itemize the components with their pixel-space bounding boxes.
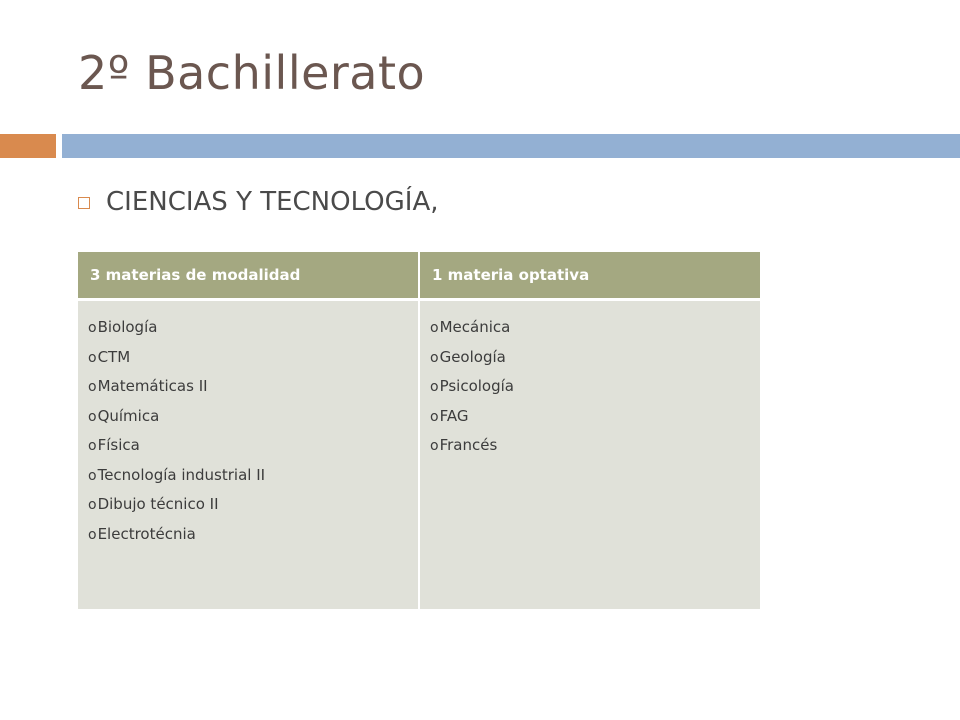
circle-bullet-icon: o	[430, 379, 439, 395]
header-optativa: 1 materia optativa	[419, 252, 760, 300]
list-item	[430, 431, 760, 461]
list-item	[430, 343, 760, 373]
subject-label: Matemáticas II	[97, 377, 208, 395]
circle-bullet-icon: o	[88, 497, 97, 513]
circle-bullet-icon: o	[88, 320, 97, 336]
subject-label: Mecánica	[439, 318, 511, 336]
list-item	[88, 520, 418, 550]
modalidad-list	[88, 313, 418, 549]
circle-bullet-icon: o	[88, 379, 97, 395]
optativa-cell	[419, 300, 760, 610]
subject-label: Dibujo técnico II	[97, 495, 219, 513]
header-modalidad: 3 materias de modalidad	[78, 252, 419, 300]
optativa-list	[430, 313, 760, 461]
accent-bar-orange	[0, 134, 56, 158]
table-header-row	[78, 252, 760, 300]
square-bullet-icon	[78, 197, 90, 209]
list-item	[88, 313, 418, 343]
subject-label: Química	[97, 406, 160, 425]
subject-label: Geología	[439, 347, 506, 366]
circle-bullet-icon: o	[88, 526, 97, 543]
circle-bullet-icon: o	[88, 349, 97, 366]
list-item	[88, 402, 418, 432]
subject-label: CTM	[97, 347, 131, 366]
list-item	[430, 402, 760, 432]
subject-label: Biología	[97, 318, 158, 336]
bullet-item	[78, 182, 439, 222]
subjects-table	[78, 252, 760, 609]
modalidad-cell	[78, 300, 419, 610]
circle-bullet-icon: o	[88, 408, 97, 425]
list-item	[88, 461, 418, 491]
list-item	[430, 313, 760, 343]
circle-bullet-icon: o	[88, 438, 97, 454]
subject-label: Psicología	[439, 377, 514, 395]
list-item	[88, 343, 418, 373]
subject-label: FAG	[439, 406, 469, 425]
subject-label: Tecnología industrial II	[97, 465, 266, 484]
circle-bullet-icon: o	[430, 320, 439, 336]
bullet-text: CIENCIAS Y TECNOLOGÍA,	[106, 187, 439, 217]
circle-bullet-icon: o	[430, 349, 439, 366]
page-title: 2º Bachillerato	[78, 46, 426, 100]
list-item	[88, 431, 418, 461]
list-item	[88, 372, 418, 402]
accent-bar-blue	[62, 134, 960, 158]
circle-bullet-icon: o	[430, 408, 439, 425]
list-item	[88, 490, 418, 520]
subject-label: Electrotécnia	[97, 524, 196, 543]
list-item	[430, 372, 760, 402]
subject-label: Francés	[439, 436, 498, 454]
circle-bullet-icon: o	[88, 467, 97, 484]
circle-bullet-icon: o	[430, 438, 439, 454]
subject-label: Física	[97, 436, 140, 454]
table-row	[78, 300, 760, 610]
